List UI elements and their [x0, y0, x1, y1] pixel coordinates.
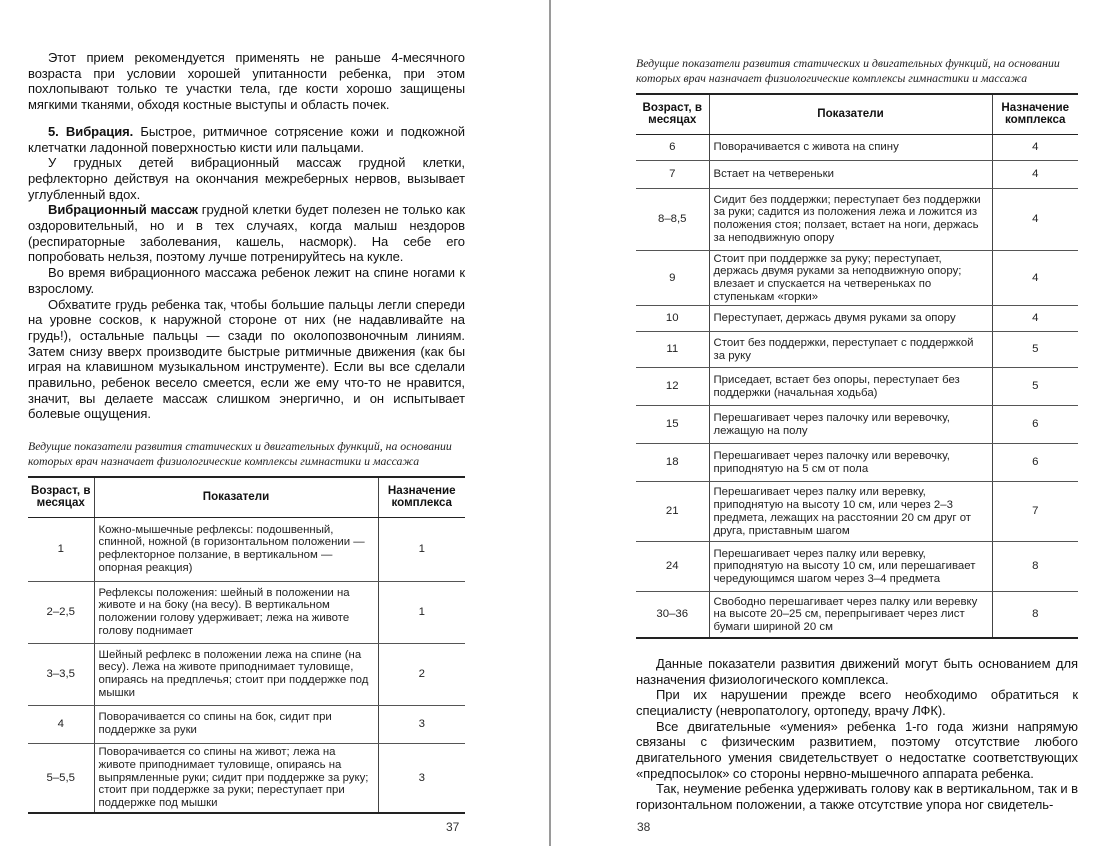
table-row: [636, 592, 1078, 638]
table-row: [636, 482, 1078, 542]
cell-complex: 6: [992, 406, 1078, 444]
table-row: [636, 188, 1078, 250]
table-row: [28, 581, 465, 643]
paragraph: При их нарушении прежде всего необходимо обратиться к специалисту (невропатологу, ортопеду, врачу ЛФК).: [636, 687, 1078, 718]
cell-complex: 1: [378, 517, 465, 581]
table-row: [28, 705, 465, 743]
cell-indicators: Стоит без поддержки, переступает с поддержкой за руку: [709, 332, 992, 368]
left-page: [0, 0, 549, 846]
cell-indicators: Поворачивается со спины на бок, сидит при поддержке за руки: [94, 705, 378, 743]
cell-age: 2–2,5: [28, 581, 94, 643]
development-table: [636, 93, 1078, 639]
cell-complex: 4: [992, 306, 1078, 332]
cell-age: 11: [636, 332, 709, 368]
table-row: [636, 332, 1078, 368]
table-caption: Ведущие показатели развития статических и двигательных функций, на основании которых врач назначает физиологические комплексы гимнастики и массажа: [28, 439, 452, 468]
header-complex: Назначение комплекса: [992, 94, 1078, 134]
table-row: [636, 250, 1078, 306]
right-page: [551, 0, 1099, 846]
table-row: [28, 743, 465, 813]
cell-age: 18: [636, 444, 709, 482]
table-row: [636, 160, 1078, 188]
cell-complex: 4: [992, 134, 1078, 160]
cell-indicators: Приседает, встает без опоры, переступает без поддержки (начальная ходьба): [709, 368, 992, 406]
cell-age: 8–8,5: [636, 188, 709, 250]
development-table: [28, 476, 465, 814]
cell-age: 3–3,5: [28, 643, 94, 705]
paragraph: Во время вибрационного массажа ребенок лежит на спине ногами к взрослому.: [28, 265, 465, 296]
header-age: Возраст, в месяцах: [28, 477, 94, 517]
cell-age: 24: [636, 542, 709, 592]
paragraph: Обхватите грудь ребенка так, чтобы большие пальцы легли спереди на уровне сосков, к наружной стороне от них (не надавливайте на грудь!), остальные пальцы — сзади по околопозвоночным линиям. Затем снизу вверх производите быстрые ритмичные движения (как бы играя на клавишном музыкальном инструменте). Если вы все сделали правильно, ребенок весело смеется, если же ему что-то не нравится, значит, вы делаете массаж слишком энергично, и он испытывает болевые ощущения.: [28, 296, 465, 422]
cell-indicators: Стоит при поддержке за руку; переступает, держась двумя руками за неподвижную опору; влезает и спускается на четвереньках по ступенькам «горки»: [709, 250, 992, 306]
right-column: [636, 56, 1078, 813]
cell-indicators: Сидит без поддержки; переступает без поддержки за руки; садится из положения лежа и ложится из положения стоя; ползает, встает на ноги, держась за неподвижную опору: [709, 188, 992, 250]
header-age: Возраст, в месяцах: [636, 94, 709, 134]
table-header-row: [636, 94, 1078, 134]
cell-complex: 2: [378, 643, 465, 705]
cell-complex: 8: [992, 592, 1078, 638]
page-number: 38: [637, 820, 651, 834]
cell-complex: 6: [992, 444, 1078, 482]
table-row: [636, 406, 1078, 444]
paragraph: 5. Вибрация. Быстрое, ритмичное сотрясение кожи и подкожной клетчатки ладонной поверхностью кисти или пальцами.: [28, 123, 465, 155]
cell-indicators: Поворачивается со спины на живот; лежа на животе приподнимает туловище, опираясь на выпрямленные руки; сидит при поддержке за руку; стоит при поддержке за руки; переступает при поддержке под мышки: [94, 743, 378, 813]
cell-indicators: Перешагивает через палочку или веревочку, лежащую на полу: [709, 406, 992, 444]
header-indicators: Показатели: [709, 94, 992, 134]
cell-age: 15: [636, 406, 709, 444]
cell-age: 1: [28, 517, 94, 581]
table-caption: Ведущие показатели развития статических и двигательных функций, на основании которых врач назначает физиологические комплексы гимнастики и массажа: [636, 56, 1060, 85]
paragraph: Так, неумение ребенка удерживать голову как в вертикальном, так и в горизонтальном положении, а также отсутствие упора ног свидетель-: [636, 781, 1078, 813]
header-complex: Назначение комплекса: [378, 477, 465, 517]
table-row: [28, 517, 465, 581]
cell-age: 4: [28, 705, 94, 743]
paragraph: У грудных детей вибрационный массаж грудной клетки, рефлекторно действуя на окончания межреберных нервов, вызывает углубленный вдох.: [28, 155, 465, 202]
left-column: [28, 50, 465, 814]
cell-complex: 7: [992, 482, 1078, 542]
table-row: [636, 368, 1078, 406]
cell-age: 6: [636, 134, 709, 160]
paragraph: Этот прием рекомендуется применять не раньше 4-месячного возраста при условии хорошей упитанности ребенка, при этом похлопывают только те участки тела, где кости хорошо защищены мягкими тканями, обходя костные выступы и область почек.: [28, 50, 465, 113]
table-row: [636, 134, 1078, 160]
cell-complex: 4: [992, 250, 1078, 306]
table-row: [636, 444, 1078, 482]
cell-indicators: Рефлексы положения: шейный в положении на животе и на боку (на весу). В вертикальном положении голову удерживает; лежа на животе голову поднимает: [94, 581, 378, 643]
cell-complex: 8: [992, 542, 1078, 592]
cell-indicators: Поворачивается с живота на спину: [709, 134, 992, 160]
cell-complex: 3: [378, 705, 465, 743]
cell-indicators: Перешагивает через палку или веревку, приподнятую на высоту 10 см, или через 2–3 предмета, лежащих на расстоянии 20 см друг от друга, приставным шагом: [709, 482, 992, 542]
cell-age: 10: [636, 306, 709, 332]
table-row: [636, 542, 1078, 592]
paragraph: Все двигательные «умения» ребенка 1-го года жизни напрямую связаны с физическим развитием, поэтому отсутствие любого двигательного умения свидетельствует о недостатке соответствующих «предпосылок» со стороны нервно-мышечного аппарата ребенка.: [636, 718, 1078, 781]
left-body-text: [28, 50, 465, 422]
table-header-row: [28, 477, 465, 517]
paragraph: Данные показатели развития движений могут быть основанием для назначения физиологического комплекса.: [636, 655, 1078, 687]
cell-age: 21: [636, 482, 709, 542]
cell-indicators: Кожно-мышечные рефлексы: подошвенный, спинной, ножной (в горизонтальном положении — рефлекторное ползание, в вертикальном — опорная реакция): [94, 517, 378, 581]
cell-indicators: Перешагивает через палку или веревку, приподнятую на высоту 10 см, или перешагивает чередующимся шагом через 3–4 предмета: [709, 542, 992, 592]
cell-indicators: Свободно перешагивает через палку или веревку на высоте 20–25 см, перепрыгивает через лист бумаги шириной 20 см: [709, 592, 992, 638]
table-row: [636, 306, 1078, 332]
table-row: [28, 643, 465, 705]
cell-indicators: Перешагивает через палочку или веревочку, приподнятую на 5 см от пола: [709, 444, 992, 482]
cell-complex: 5: [992, 332, 1078, 368]
bold-term: 5. Вибрация.: [48, 123, 134, 139]
cell-indicators: Встает на четвереньки: [709, 160, 992, 188]
bold-term: Вибрационный массаж: [48, 202, 198, 218]
cell-age: 5–5,5: [28, 743, 94, 813]
cell-complex: 4: [992, 188, 1078, 250]
cell-age: 12: [636, 368, 709, 406]
cell-complex: 5: [992, 368, 1078, 406]
cell-indicators: Шейный рефлекс в положении лежа на спине (на весу). Лежа на животе приподнимает туловище, опираясь на предплечья; стоит при поддержке под мышки: [94, 643, 378, 705]
cell-complex: 4: [992, 160, 1078, 188]
cell-age: 30–36: [636, 592, 709, 638]
right-body-text: [636, 656, 1078, 813]
page-number: 37: [446, 820, 460, 834]
cell-complex: 3: [378, 743, 465, 813]
cell-indicators: Переступает, держась двумя руками за опору: [709, 306, 992, 332]
cell-age: 9: [636, 250, 709, 306]
cell-age: 7: [636, 160, 709, 188]
header-indicators: Показатели: [94, 477, 378, 517]
cell-complex: 1: [378, 581, 465, 643]
paragraph: Вибрационный массаж грудной клетки будет полезен не только как оздоровительный, но и в тех случаях, когда малыш нездоров (респираторные заболевания, кашель, насморк). На себе его попробовать нельзя, поэтому лучше потренируйтесь на кукле.: [28, 202, 465, 265]
